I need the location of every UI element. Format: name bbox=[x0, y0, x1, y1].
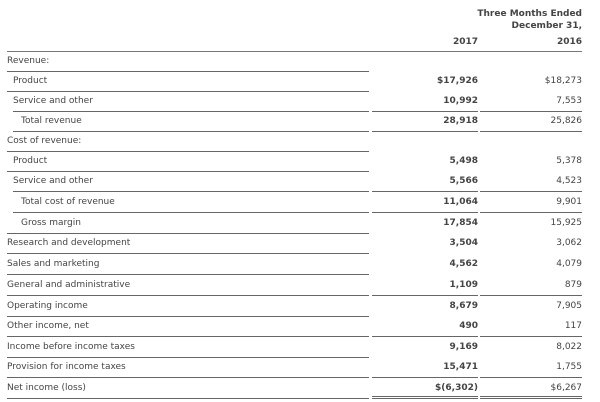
row-label: Service and other bbox=[13, 96, 93, 106]
row-sales-marketing bbox=[0, 255, 600, 275]
row-label: Other income, net bbox=[7, 321, 89, 331]
row-provision-taxes bbox=[0, 358, 600, 378]
row-total-cost bbox=[0, 193, 600, 213]
row-service-cost bbox=[0, 172, 600, 192]
row-research-development bbox=[0, 234, 600, 254]
row-rule bbox=[7, 253, 369, 254]
value-2017: 10,992 bbox=[443, 96, 478, 106]
row-rule bbox=[7, 398, 369, 399]
row-total-revenue bbox=[0, 112, 600, 132]
row-label: Product bbox=[13, 76, 48, 86]
value-2016-rule bbox=[480, 377, 582, 378]
value-2017: 8,679 bbox=[449, 301, 478, 311]
value-2017: $(6,302) bbox=[435, 383, 478, 393]
value-2016-rule bbox=[480, 212, 582, 213]
row-rule bbox=[7, 295, 369, 296]
value-2016: 4,079 bbox=[556, 259, 582, 269]
value-2016: 8,022 bbox=[556, 342, 582, 352]
value-2017: 1,109 bbox=[449, 280, 478, 290]
value-2017: 490 bbox=[459, 321, 478, 331]
value-2017: 5,498 bbox=[449, 156, 478, 166]
row-rule bbox=[13, 191, 369, 192]
value-2017: 3,504 bbox=[449, 238, 478, 248]
value-2016-rule bbox=[480, 336, 582, 337]
row-cost-heading bbox=[0, 132, 600, 152]
value-2017: 28,918 bbox=[443, 116, 478, 126]
row-label: Net income (loss) bbox=[7, 383, 86, 393]
period-header bbox=[470, 8, 582, 32]
value-2016: 7,553 bbox=[556, 96, 582, 106]
period-line2: December 31, bbox=[511, 21, 582, 31]
row-product-revenue bbox=[0, 72, 600, 92]
row-label: Research and development bbox=[7, 238, 131, 248]
row-rule bbox=[7, 336, 369, 337]
row-label: Total revenue bbox=[21, 116, 82, 126]
value-2016: 7,905 bbox=[556, 301, 582, 311]
year-2016-header: 2016 bbox=[556, 37, 582, 47]
value-2017: $17,926 bbox=[437, 76, 478, 86]
value-2017: 9,169 bbox=[449, 342, 478, 352]
row-label: General and administrative bbox=[7, 280, 131, 290]
value-2017-rule bbox=[372, 336, 478, 337]
row-rule bbox=[13, 212, 369, 213]
value-2016: $6,267 bbox=[550, 383, 582, 393]
value-2017-double-rule bbox=[372, 396, 478, 399]
value-2016-double-rule bbox=[480, 396, 582, 399]
value-2016: $18,273 bbox=[544, 76, 582, 86]
row-label: Provision for income taxes bbox=[7, 362, 126, 372]
value-2016: 9,901 bbox=[556, 197, 582, 207]
row-revenue-heading bbox=[0, 52, 600, 72]
value-2016: 117 bbox=[564, 321, 582, 331]
value-2017: 15,471 bbox=[443, 362, 478, 372]
year-2017-header: 2017 bbox=[452, 37, 478, 47]
row-label: Sales and marketing bbox=[7, 259, 100, 269]
row-service-revenue bbox=[0, 92, 600, 112]
row-general-administrative bbox=[0, 276, 600, 296]
row-label: Service and other bbox=[13, 176, 93, 186]
value-2016: 5,378 bbox=[556, 156, 582, 166]
value-2016-rule bbox=[480, 295, 582, 296]
period-line1: Three Months Ended bbox=[477, 9, 582, 19]
row-label: Product bbox=[13, 156, 48, 166]
value-2016: 25,826 bbox=[550, 116, 582, 126]
row-label: Income before income taxes bbox=[7, 342, 135, 352]
row-operating-income bbox=[0, 297, 600, 317]
row-label: Revenue: bbox=[7, 56, 50, 66]
value-2017-rule bbox=[372, 377, 478, 378]
row-net-income bbox=[0, 379, 600, 399]
value-2016: 15,925 bbox=[550, 218, 582, 228]
value-2016-rule bbox=[480, 191, 582, 192]
row-income-before-taxes bbox=[0, 338, 600, 358]
row-label: Gross margin bbox=[21, 218, 81, 228]
row-rule bbox=[7, 377, 369, 378]
row-gross-margin bbox=[0, 214, 600, 234]
row-rule bbox=[7, 274, 369, 275]
row-other-income bbox=[0, 317, 600, 337]
row-label: Cost of revenue: bbox=[7, 136, 82, 146]
value-2017-rule bbox=[372, 295, 478, 296]
value-2017: 11,064 bbox=[443, 197, 478, 207]
row-label: Total cost of revenue bbox=[21, 197, 115, 207]
value-2016: 3,062 bbox=[556, 238, 582, 248]
value-2017: 4,562 bbox=[449, 259, 478, 269]
row-label: Operating income bbox=[7, 301, 88, 311]
value-2016: 879 bbox=[564, 280, 582, 290]
value-2016: 1,755 bbox=[556, 362, 582, 372]
row-product-cost bbox=[0, 152, 600, 172]
value-2017-rule bbox=[372, 212, 478, 213]
value-2017: 5,566 bbox=[449, 176, 478, 186]
value-2017: 17,854 bbox=[443, 218, 478, 228]
value-2017-rule bbox=[372, 191, 478, 192]
value-2016: 4,523 bbox=[556, 176, 582, 186]
